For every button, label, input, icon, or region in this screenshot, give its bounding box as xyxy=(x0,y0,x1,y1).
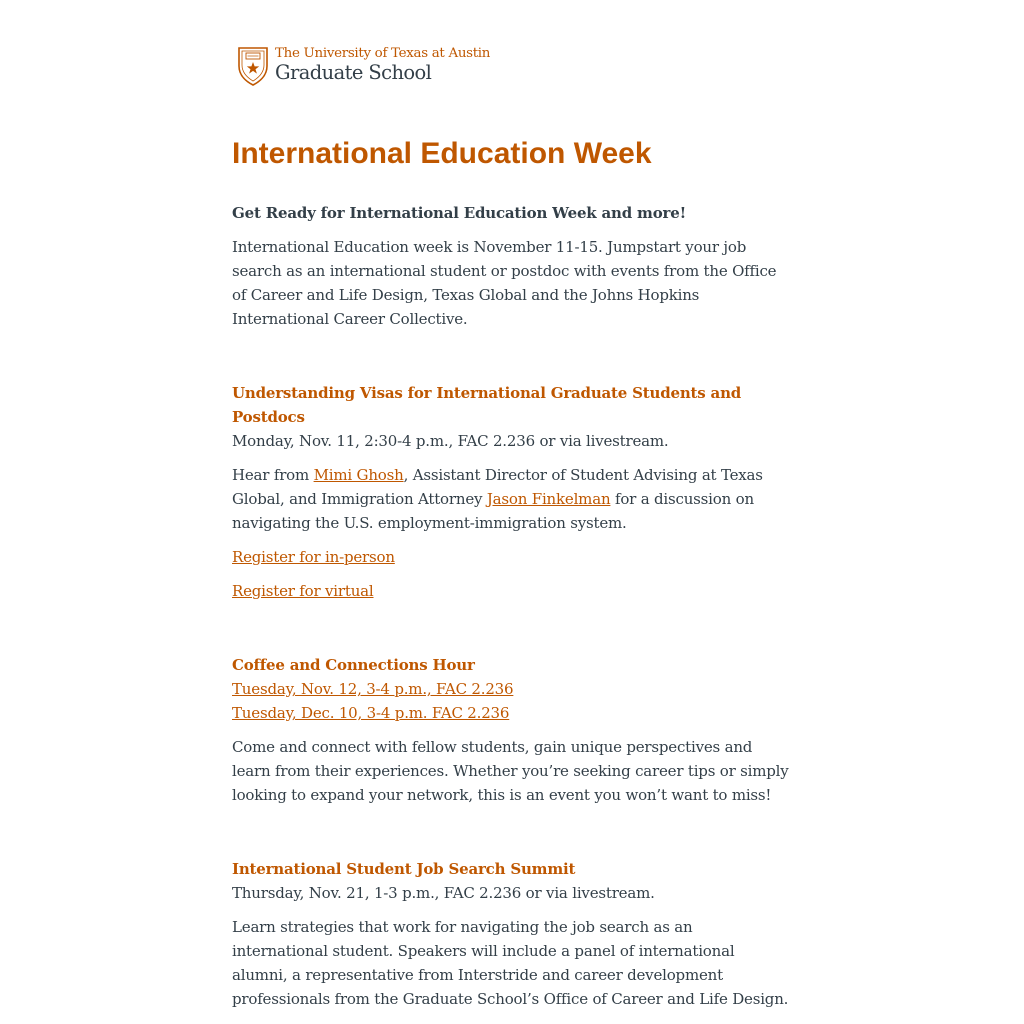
jason-finkelman-link[interactable]: Jason Finkelman xyxy=(486,490,611,508)
event-summit-title: International Student Job Search Summit xyxy=(232,860,576,878)
register-in-person-link[interactable]: Register for in-person xyxy=(232,548,395,566)
event-summit-when: Thursday, Nov. 21, 1-3 p.m., FAC 2.236 or via livestream. xyxy=(232,884,655,902)
event-coffee-description: Come and connect with fellow students, gain unique perspectives and learn from their experiences. Whether you’re seeking career tips or simply looking to expand your network, this is an event you won’t want to miss! xyxy=(232,738,789,804)
event-coffee-dates xyxy=(232,677,792,725)
desc-middle: , Assistant Director of Student Advising at Texas Global, and Immigration Attorney xyxy=(232,466,763,508)
register-virtual-link[interactable]: Register for virtual xyxy=(232,582,374,600)
logo-university-name: The University of Texas at Austin xyxy=(275,46,491,61)
page-title: International Education Week xyxy=(232,137,652,170)
mimi-ghosh-link[interactable]: Mimi Ghosh xyxy=(313,466,404,484)
intro-lead: Get Ready for International Education Week and more! xyxy=(232,204,686,222)
event-visas-description xyxy=(232,463,792,535)
coffee-date-nov-link[interactable]: Tuesday, Nov. 12, 3-4 p.m., FAC 2.236 xyxy=(232,680,514,698)
ut-seal-icon xyxy=(237,46,269,86)
event-visas-when: Monday, Nov. 11, 2:30-4 p.m., FAC 2.236 or via livestream. xyxy=(232,432,669,450)
ut-graduate-school-logo[interactable] xyxy=(237,46,497,88)
event-coffee-title: Coffee and Connections Hour xyxy=(232,656,475,674)
event-visas xyxy=(232,381,792,603)
event-summit xyxy=(232,857,792,1011)
logo-school-name: Graduate School xyxy=(275,61,432,84)
event-summit-description: Learn strategies that work for navigating the job search as an international student. Speakers will include a panel of international alumni, a representative from Interstride and career development professionals from the Graduate School’s Office of Career and Life Design. xyxy=(232,918,789,1008)
desc-suffix: for a discussion on navigating the U.S. employment-immigration system. xyxy=(232,490,754,532)
content xyxy=(232,201,792,1021)
event-coffee xyxy=(232,653,792,807)
intro-text: International Education week is November 11-15. Jumpstart your job search as an international student or postdoc with events from the Office of Career and Life Design, Texas Global and the Johns Hopkins International Career Collective. xyxy=(232,238,777,328)
desc-prefix: Hear from xyxy=(232,466,314,484)
coffee-date-dec-link[interactable]: Tuesday, Dec. 10, 3-4 p.m. FAC 2.236 xyxy=(232,704,510,722)
event-visas-title: Understanding Visas for International Graduate Students and Postdocs xyxy=(232,384,742,426)
